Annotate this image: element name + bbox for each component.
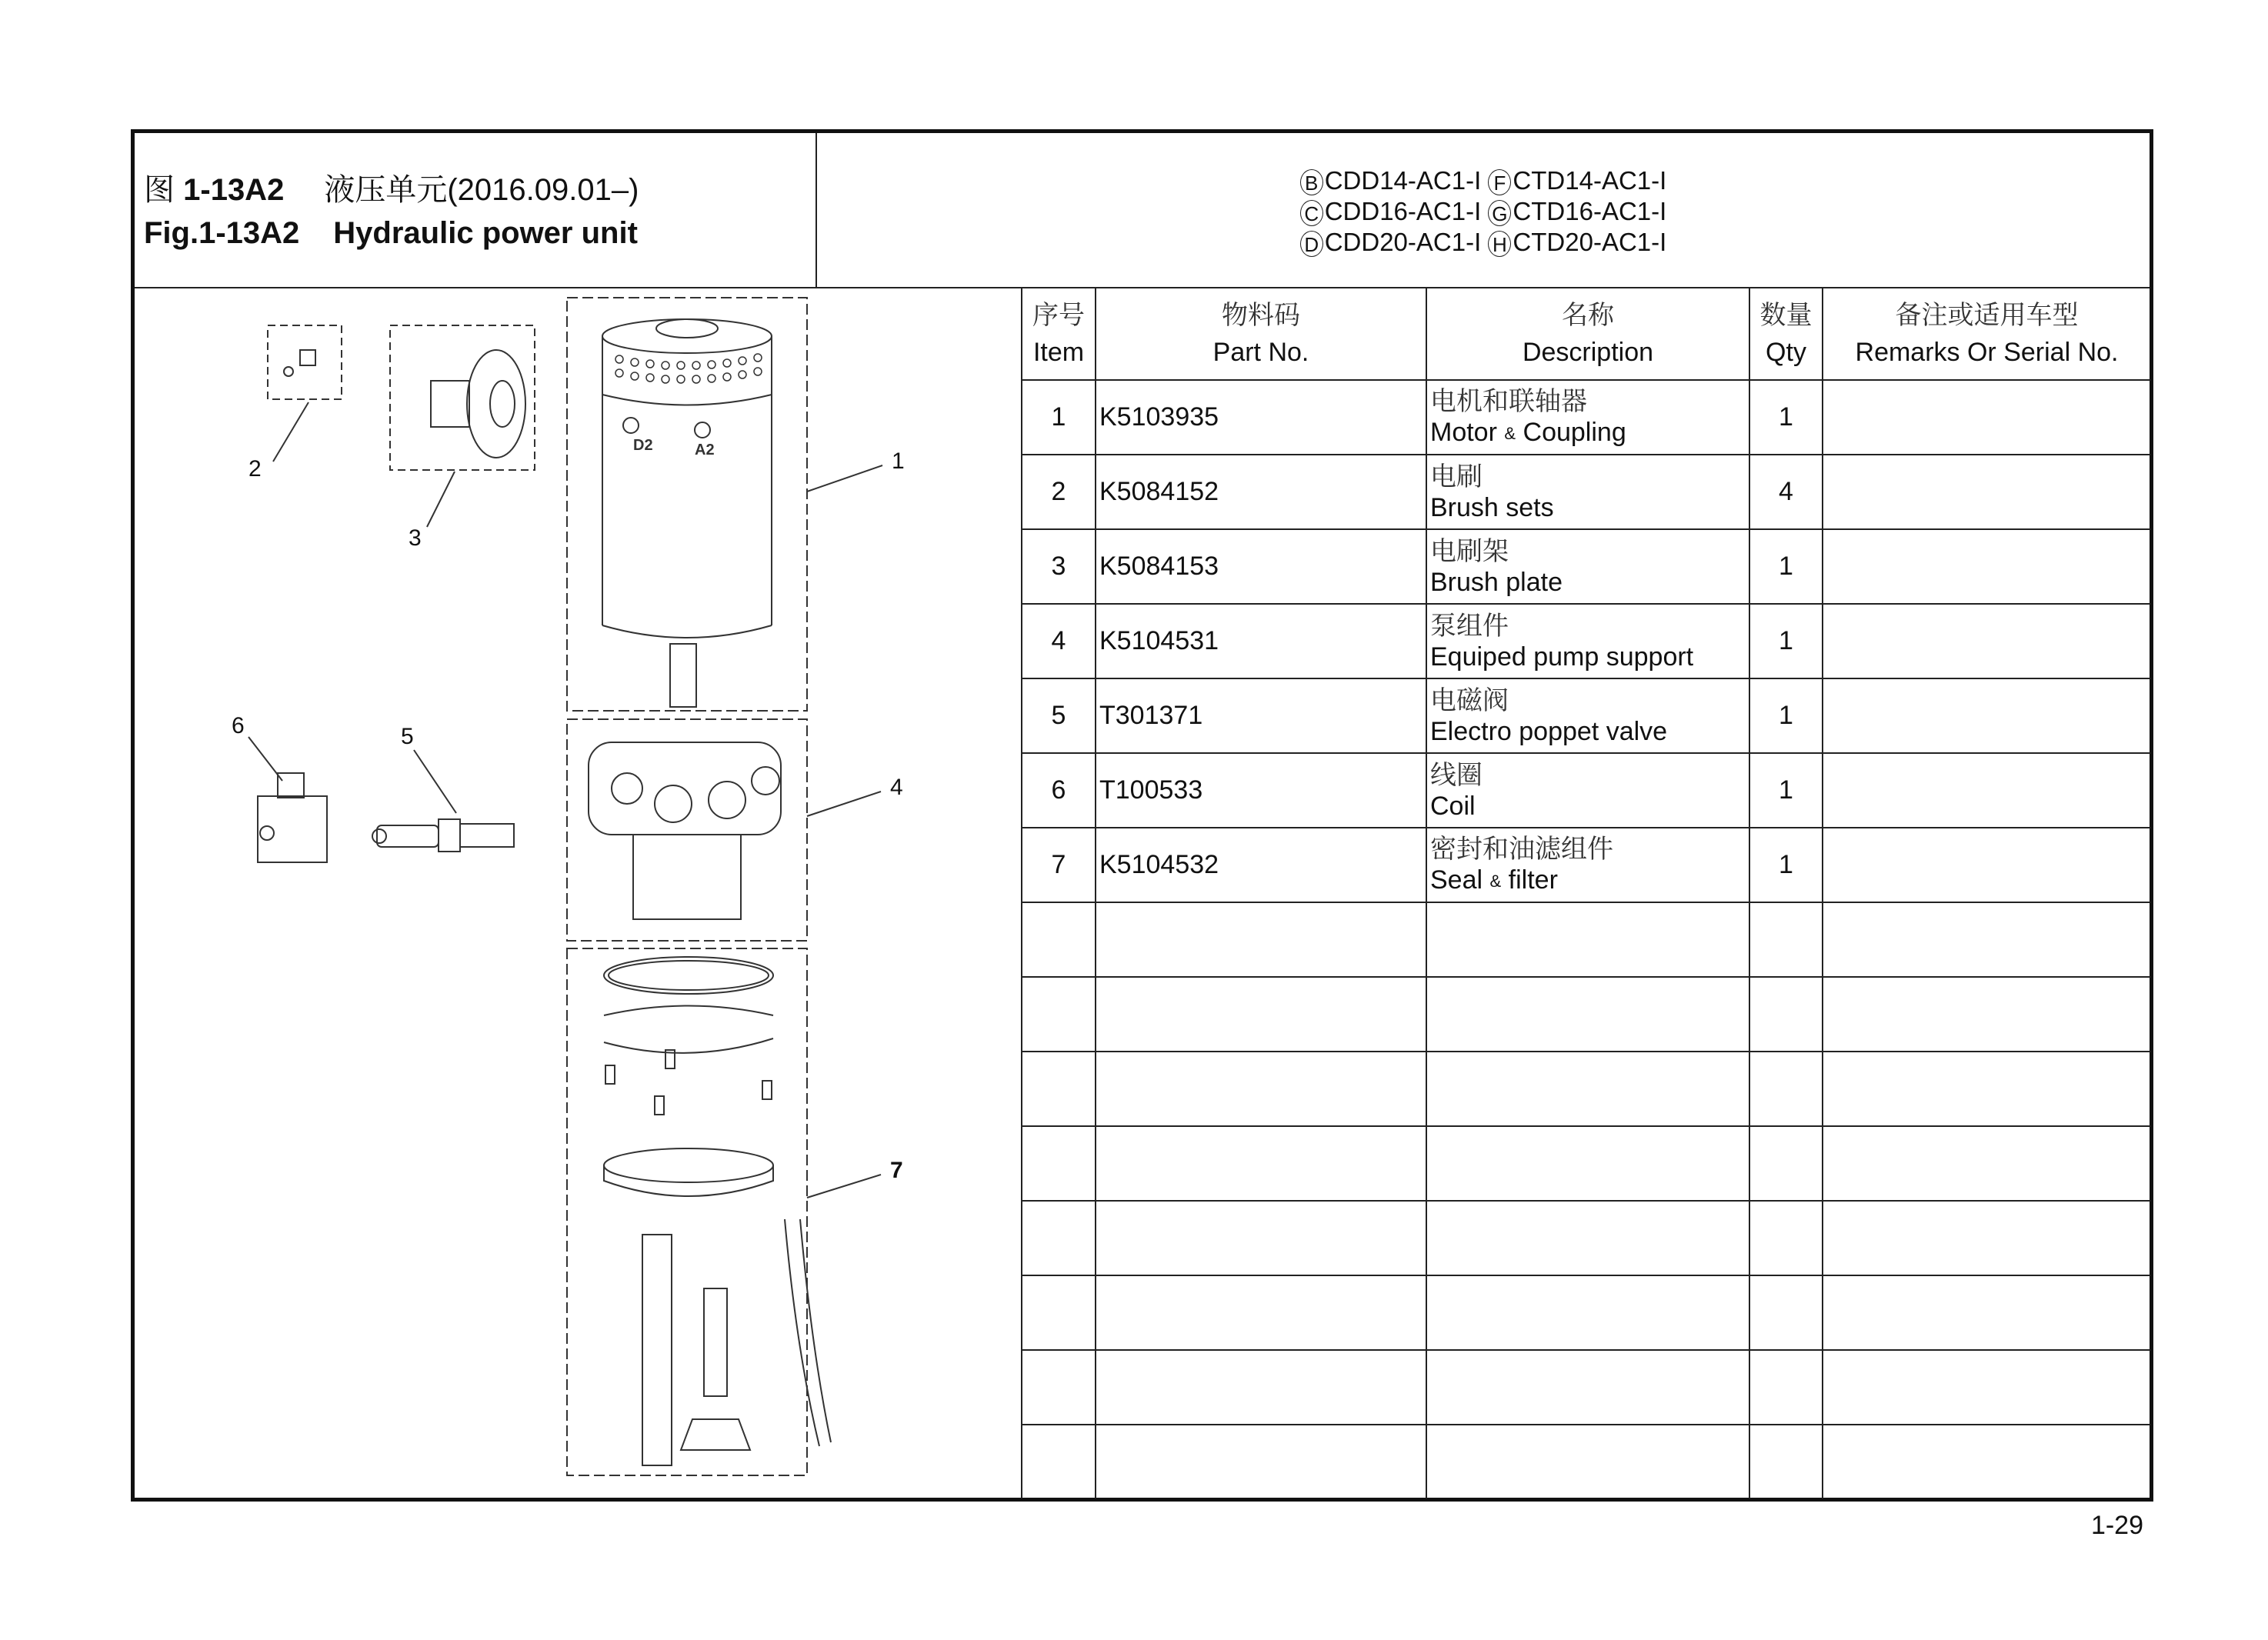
description-en-cont: filter (1508, 865, 1558, 895)
terminal-label-a2: A2 (695, 442, 715, 458)
parts-list-table (1021, 288, 2150, 1498)
part-number: K5103935 (1096, 380, 1426, 455)
empty-table-row (1022, 977, 2150, 1052)
description (1426, 828, 1749, 902)
figure-title-zh: 图 1-13A2 液压单元(2016.09.01–) (144, 173, 639, 207)
description-zh: 电磁阀 (1430, 685, 1509, 715)
quantity: 4 (1749, 455, 1823, 529)
circled-letter-icon: G (1488, 200, 1511, 226)
table-row (1022, 529, 2150, 604)
description-en: Equiped pump support (1430, 642, 1694, 672)
description-en: Electro poppet valve (1430, 716, 1668, 746)
description (1426, 753, 1749, 828)
description-en-cont: Coupling (1523, 417, 1626, 447)
model-line (817, 196, 2150, 227)
quantity: 1 (1749, 380, 1823, 455)
parts-table-body (1022, 380, 2150, 1498)
remarks (1823, 455, 2150, 529)
item-number: 2 (1022, 455, 1096, 529)
empty-table-row (1022, 1275, 2150, 1350)
callout-3: 3 (409, 525, 422, 551)
circled-letter-icon: C (1300, 200, 1323, 226)
table-row (1022, 753, 2150, 828)
description (1426, 380, 1749, 455)
description (1426, 604, 1749, 678)
quantity: 1 (1749, 529, 1823, 604)
quantity: 1 (1749, 678, 1823, 753)
description-zh: 泵组件 (1430, 611, 1509, 641)
model-code: CDD14-AC1-I (1324, 166, 1482, 195)
figure-title-block (135, 133, 817, 288)
empty-table-row (1022, 1201, 2150, 1275)
empty-table-row (1022, 1425, 2150, 1498)
circled-letter-icon: H (1488, 231, 1511, 257)
circled-letter-icon: B (1300, 169, 1323, 195)
callout-4: 4 (890, 775, 903, 800)
remarks (1823, 678, 2150, 753)
item-number: 5 (1022, 678, 1096, 753)
table-row (1022, 828, 2150, 902)
circled-letter-icon: D (1300, 231, 1323, 257)
remarks (1823, 753, 2150, 828)
model-code: CTD16-AC1-I (1513, 197, 1667, 225)
hydraulic-unit-illustration (135, 288, 1019, 1498)
item-number: 3 (1022, 529, 1096, 604)
exploded-view-drawing (135, 288, 1019, 1498)
column-header-part-no: 物料码 Part No. (1096, 288, 1426, 380)
remarks (1823, 380, 2150, 455)
description-zh: 电刷 (1430, 462, 1483, 492)
figure-id: 1-13A2 (183, 173, 285, 207)
description (1426, 455, 1749, 529)
description-zh: 线圈 (1430, 760, 1483, 790)
ampersand: & (1489, 871, 1502, 891)
part-number: K5104531 (1096, 604, 1426, 678)
description (1426, 529, 1749, 604)
quantity: 1 (1749, 604, 1823, 678)
table-row (1022, 455, 2150, 529)
model-line (817, 165, 2150, 196)
description (1426, 678, 1749, 753)
column-header-qty: 数量 Qty (1749, 288, 1823, 380)
model-code: CDD16-AC1-I (1324, 197, 1482, 225)
page-number: 1-29 (2090, 1511, 2143, 1540)
description-en: Seal (1430, 865, 1483, 895)
column-header-remarks: 备注或适用车型 Remarks Or Serial No. (1823, 288, 2150, 380)
item-number: 1 (1022, 380, 1096, 455)
model-code: CTD20-AC1-I (1513, 228, 1667, 256)
item-number: 6 (1022, 753, 1096, 828)
title-zh: 液压单元(2016.09.01–) (324, 173, 639, 207)
terminal-label-d2: D2 (633, 437, 653, 454)
part-number: K5084153 (1096, 529, 1426, 604)
callout-1: 1 (892, 448, 905, 474)
quantity: 1 (1749, 753, 1823, 828)
circled-letter-icon: F (1488, 169, 1511, 195)
description-en: Coil (1430, 791, 1476, 821)
description-en: Brush plate (1430, 567, 1563, 597)
table-row (1022, 380, 2150, 455)
ampersand: & (1504, 423, 1516, 443)
callout-5: 5 (401, 724, 414, 749)
table-row (1022, 678, 2150, 753)
title-en: Hydraulic power unit (333, 216, 638, 250)
remarks (1823, 604, 2150, 678)
callout-7: 7 (890, 1158, 903, 1183)
remarks (1823, 529, 2150, 604)
parts-page-frame (131, 129, 2153, 1502)
model-line (817, 227, 2150, 258)
part-number: K5084152 (1096, 455, 1426, 529)
empty-table-row (1022, 902, 2150, 977)
remarks (1823, 828, 2150, 902)
model-list (817, 165, 2150, 258)
part-number: T301371 (1096, 678, 1426, 753)
part-number: T100533 (1096, 753, 1426, 828)
model-code: CDD20-AC1-I (1324, 228, 1482, 256)
callout-2: 2 (248, 456, 262, 482)
table-row (1022, 604, 2150, 678)
description-en: Brush sets (1430, 492, 1554, 522)
model-code: CTD14-AC1-I (1513, 166, 1667, 195)
description-en: Motor (1430, 417, 1497, 447)
description-zh: 电刷架 (1430, 536, 1509, 566)
empty-table-row (1022, 1350, 2150, 1425)
description-zh: 密封和油滤组件 (1430, 834, 1613, 864)
item-number: 4 (1022, 604, 1096, 678)
quantity: 1 (1749, 828, 1823, 902)
part-number: K5104532 (1096, 828, 1426, 902)
figure-title-en (144, 216, 638, 251)
table-header-row (1022, 288, 2150, 380)
item-number: 7 (1022, 828, 1096, 902)
empty-table-row (1022, 1052, 2150, 1126)
column-header-description: 名称 Description (1426, 288, 1749, 380)
callout-6: 6 (232, 713, 245, 738)
figure-label-en: Fig.1-13A2 (144, 216, 300, 250)
empty-table-row (1022, 1126, 2150, 1201)
applicable-models-block (817, 133, 2150, 288)
column-header-item: 序号 Item (1022, 288, 1096, 380)
description-zh: 电机和联轴器 (1430, 386, 1587, 416)
